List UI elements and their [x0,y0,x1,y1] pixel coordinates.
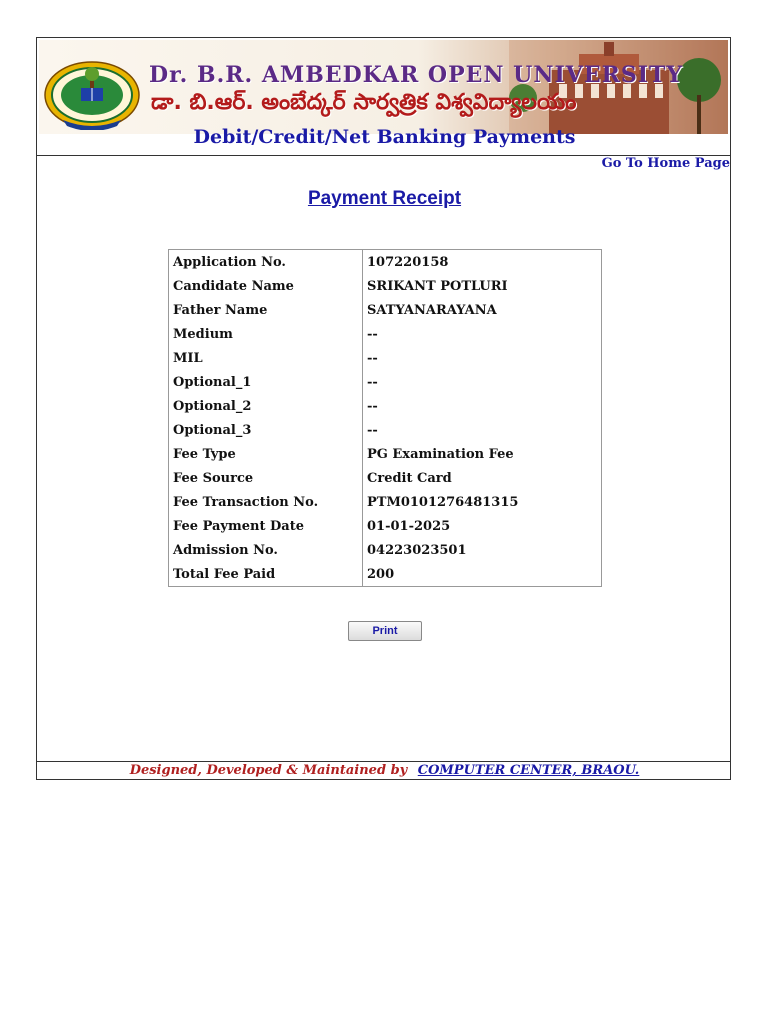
table-row [169,514,602,538]
university-banner [39,40,728,134]
go-to-home-link[interactable]: Go To Home Page [601,156,730,171]
row-value: SRIKANT POTLURI [367,278,508,294]
university-name-telugu: డా. బి.ఆర్. అంబేద్కర్ సార్వత్రిక విశ్వవిద్యాలయం [151,90,577,115]
row-value: -- [367,374,378,390]
page-frame [36,37,731,780]
row-label: Fee Transaction No. [169,490,363,514]
row-value: 01-01-2025 [367,518,451,534]
footer [37,763,732,778]
table-row [169,370,602,394]
table-row [169,250,602,275]
row-value: -- [367,422,378,438]
row-value: PTM0101276481315 [367,494,519,510]
footer-divider [37,761,730,762]
row-label: Optional_3 [169,418,363,442]
table-row [169,274,602,298]
row-label: Medium [169,322,363,346]
row-value: -- [367,398,378,414]
table-row [169,418,602,442]
row-label: MIL [169,346,363,370]
row-value: Credit Card [367,470,452,486]
row-label: Optional_2 [169,394,363,418]
table-row [169,442,602,466]
row-label: Admission No. [169,538,363,562]
row-label: Total Fee Paid [169,562,363,587]
row-value: -- [367,326,378,342]
table-row [169,298,602,322]
row-label: Fee Type [169,442,363,466]
row-label: Fee Source [169,466,363,490]
row-value: 107220158 [367,254,449,270]
table-row [169,466,602,490]
row-label: Optional_1 [169,370,363,394]
row-value: -- [367,350,378,366]
receipt-title: Payment Receipt [307,188,462,209]
university-seal-icon [43,60,141,130]
table-row [169,346,602,370]
row-label: Father Name [169,298,363,322]
computer-center-link[interactable]: COMPUTER CENTER, BRAOU. [417,763,640,778]
row-value: 04223023501 [367,542,467,558]
university-name-english: Dr. B.R. AMBEDKAR OPEN UNIVERSITY [149,62,684,88]
row-value: SATYANARAYANA [367,302,497,318]
table-row [169,562,602,587]
receipt-table [168,249,602,587]
page-subtitle: Debit/Credit/Net Banking Payments [193,126,576,148]
row-value: PG Examination Fee [367,446,514,462]
row-label: Fee Payment Date [169,514,363,538]
row-label: Application No. [169,250,363,275]
row-value: 200 [367,566,395,582]
table-row [169,538,602,562]
print-button[interactable]: Print [348,621,422,641]
table-row [169,490,602,514]
table-row [169,322,602,346]
row-label: Candidate Name [169,274,363,298]
table-row [169,394,602,418]
footer-credit-text: Designed, Developed & Maintained by [129,763,408,778]
